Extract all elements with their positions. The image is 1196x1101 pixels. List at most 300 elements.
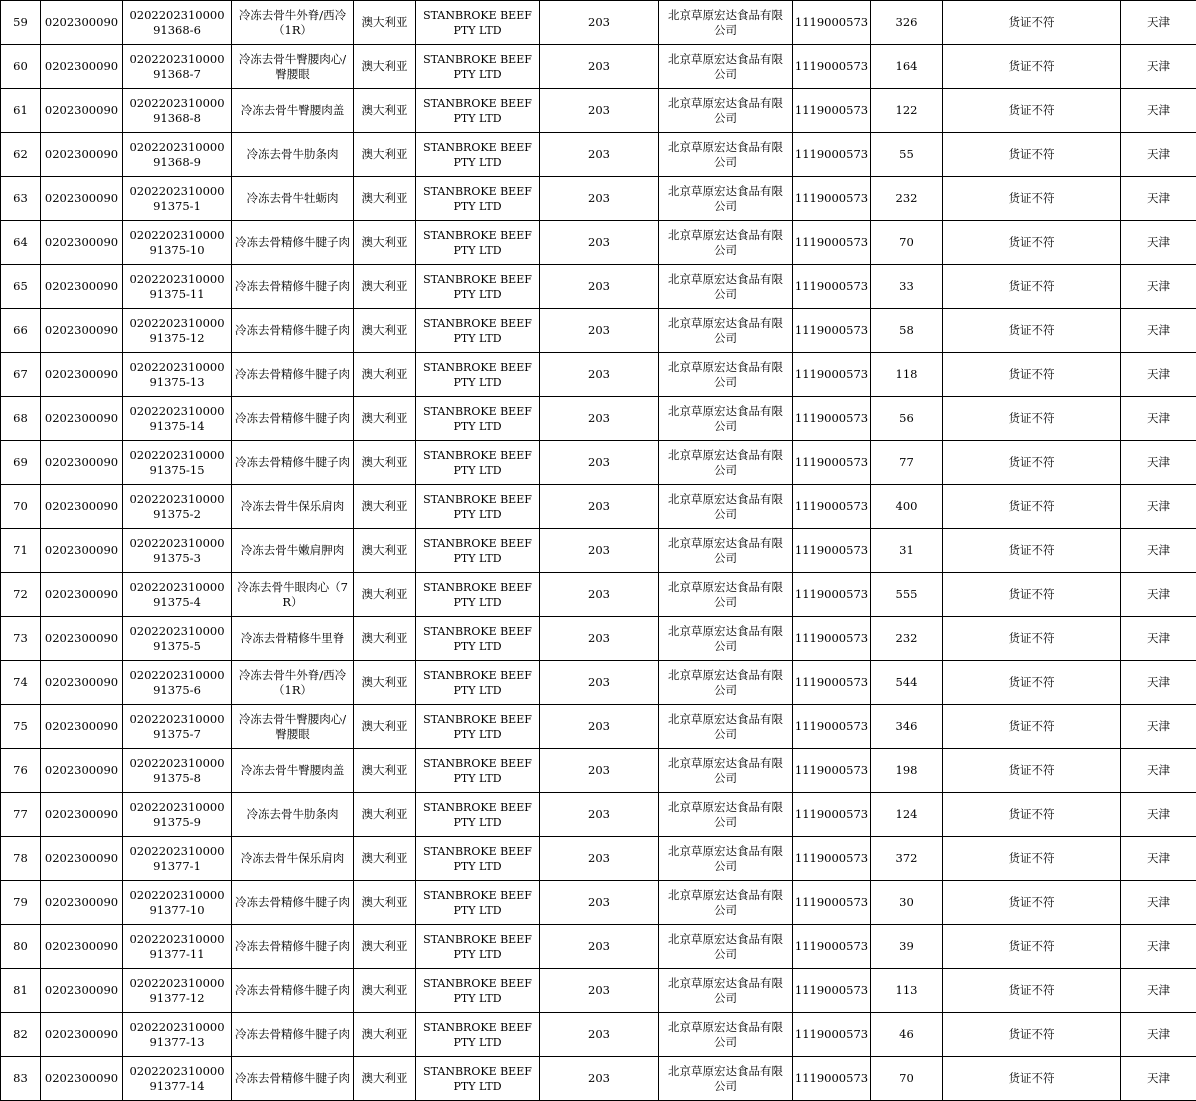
cell-weight: 77	[871, 441, 943, 485]
cell-origin-country: 澳大利亚	[354, 705, 416, 749]
cell-registration-number: 203	[540, 221, 659, 265]
table-row	[1, 573, 1196, 617]
cell-weight: 70	[871, 221, 943, 265]
cell-seq: 69	[1, 441, 41, 485]
cell-lot-number: 0202202310000 91375-8	[123, 749, 232, 793]
cell-reason: 货证不符	[943, 1057, 1121, 1101]
cell-reason: 货证不符	[943, 969, 1121, 1013]
cell-importer: 北京草原宏达食品有限公司	[659, 1013, 793, 1057]
cell-importer: 北京草原宏达食品有限公司	[659, 881, 793, 925]
cell-registration-number: 203	[540, 353, 659, 397]
cell-hs-code: 0202300090	[41, 837, 123, 881]
cell-registration-number: 203	[540, 1057, 659, 1101]
cell-product-name: 冷冻去骨精修牛腱子肉	[232, 441, 354, 485]
cell-lot-number: 0202202310000 91375-10	[123, 221, 232, 265]
cell-origin-country: 澳大利亚	[354, 881, 416, 925]
cell-seq: 62	[1, 133, 41, 177]
cell-weight: 164	[871, 45, 943, 89]
cell-product-name: 冷冻去骨牛牡蛎肉	[232, 177, 354, 221]
cell-weight: 232	[871, 617, 943, 661]
cell-seq: 59	[1, 1, 41, 45]
cell-hs-code: 0202300090	[41, 1, 123, 45]
cell-seq: 74	[1, 661, 41, 705]
cell-origin-country: 澳大利亚	[354, 485, 416, 529]
cell-importer: 北京草原宏达食品有限公司	[659, 573, 793, 617]
cell-lot-number: 0202202310000 91377-11	[123, 925, 232, 969]
cell-importer-code: 1119000573	[793, 1, 871, 45]
cell-product-name: 冷冻去骨牛嫩肩胛肉	[232, 529, 354, 573]
cell-registration-number: 203	[540, 177, 659, 221]
cell-origin-country: 澳大利亚	[354, 573, 416, 617]
cell-weight: 118	[871, 353, 943, 397]
cell-exporter: STANBROKE BEEF PTY LTD	[416, 1013, 540, 1057]
cell-importer: 北京草原宏达食品有限公司	[659, 617, 793, 661]
cell-importer: 北京草原宏达食品有限公司	[659, 353, 793, 397]
cell-seq: 77	[1, 793, 41, 837]
cell-seq: 65	[1, 265, 41, 309]
table-row	[1, 837, 1196, 881]
cell-importer-code: 1119000573	[793, 573, 871, 617]
cell-product-name: 冷冻去骨精修牛腱子肉	[232, 1057, 354, 1101]
cell-reason: 货证不符	[943, 45, 1121, 89]
cell-registration-number: 203	[540, 969, 659, 1013]
cell-port: 天津	[1121, 749, 1196, 793]
cell-seq: 68	[1, 397, 41, 441]
cell-port: 天津	[1121, 89, 1196, 133]
cell-weight: 56	[871, 397, 943, 441]
cell-registration-number: 203	[540, 529, 659, 573]
cell-port: 天津	[1121, 573, 1196, 617]
cell-importer-code: 1119000573	[793, 45, 871, 89]
cell-port: 天津	[1121, 441, 1196, 485]
cell-importer: 北京草原宏达食品有限公司	[659, 177, 793, 221]
cell-exporter: STANBROKE BEEF PTY LTD	[416, 485, 540, 529]
cell-weight: 124	[871, 793, 943, 837]
table-row	[1, 221, 1196, 265]
cell-hs-code: 0202300090	[41, 397, 123, 441]
cell-exporter: STANBROKE BEEF PTY LTD	[416, 309, 540, 353]
cell-importer: 北京草原宏达食品有限公司	[659, 441, 793, 485]
table-row	[1, 969, 1196, 1013]
cell-importer: 北京草原宏达食品有限公司	[659, 1, 793, 45]
cell-product-name: 冷冻去骨牛肋条肉	[232, 793, 354, 837]
cell-lot-number: 0202202310000 91375-7	[123, 705, 232, 749]
cell-importer-code: 1119000573	[793, 177, 871, 221]
cell-weight: 544	[871, 661, 943, 705]
cell-exporter: STANBROKE BEEF PTY LTD	[416, 837, 540, 881]
cell-hs-code: 0202300090	[41, 573, 123, 617]
cell-port: 天津	[1121, 969, 1196, 1013]
cell-weight: 232	[871, 177, 943, 221]
cell-seq: 83	[1, 1057, 41, 1101]
cell-hs-code: 0202300090	[41, 617, 123, 661]
table-row	[1, 1, 1196, 45]
cell-weight: 30	[871, 881, 943, 925]
cell-hs-code: 0202300090	[41, 881, 123, 925]
cell-importer: 北京草原宏达食品有限公司	[659, 837, 793, 881]
cell-exporter: STANBROKE BEEF PTY LTD	[416, 573, 540, 617]
table-row	[1, 1013, 1196, 1057]
cell-lot-number: 0202202310000 91375-11	[123, 265, 232, 309]
cell-reason: 货证不符	[943, 1013, 1121, 1057]
cell-origin-country: 澳大利亚	[354, 89, 416, 133]
cell-lot-number: 0202202310000 91375-15	[123, 441, 232, 485]
cell-exporter: STANBROKE BEEF PTY LTD	[416, 221, 540, 265]
table-body	[1, 1, 1196, 1101]
cell-exporter: STANBROKE BEEF PTY LTD	[416, 661, 540, 705]
cell-origin-country: 澳大利亚	[354, 661, 416, 705]
cell-exporter: STANBROKE BEEF PTY LTD	[416, 925, 540, 969]
cell-registration-number: 203	[540, 1, 659, 45]
table-row	[1, 485, 1196, 529]
cell-origin-country: 澳大利亚	[354, 1013, 416, 1057]
cell-registration-number: 203	[540, 925, 659, 969]
cell-importer: 北京草原宏达食品有限公司	[659, 485, 793, 529]
cell-port: 天津	[1121, 133, 1196, 177]
cell-product-name: 冷冻去骨精修牛腱子肉	[232, 309, 354, 353]
cell-weight: 31	[871, 529, 943, 573]
cell-origin-country: 澳大利亚	[354, 837, 416, 881]
cell-hs-code: 0202300090	[41, 529, 123, 573]
cell-exporter: STANBROKE BEEF PTY LTD	[416, 177, 540, 221]
cell-product-name: 冷冻去骨精修牛腱子肉	[232, 969, 354, 1013]
cell-seq: 61	[1, 89, 41, 133]
cell-registration-number: 203	[540, 749, 659, 793]
cell-importer-code: 1119000573	[793, 969, 871, 1013]
cell-origin-country: 澳大利亚	[354, 925, 416, 969]
cell-hs-code: 0202300090	[41, 177, 123, 221]
cell-reason: 货证不符	[943, 1, 1121, 45]
cell-hs-code: 0202300090	[41, 221, 123, 265]
cell-importer: 北京草原宏达食品有限公司	[659, 133, 793, 177]
table-row	[1, 45, 1196, 89]
cell-hs-code: 0202300090	[41, 925, 123, 969]
cell-weight: 555	[871, 573, 943, 617]
cell-product-name: 冷冻去骨牛外脊/西冷（1R）	[232, 1, 354, 45]
cell-weight: 400	[871, 485, 943, 529]
cell-exporter: STANBROKE BEEF PTY LTD	[416, 529, 540, 573]
cell-lot-number: 0202202310000 91377-13	[123, 1013, 232, 1057]
cell-lot-number: 0202202310000 91375-14	[123, 397, 232, 441]
cell-exporter: STANBROKE BEEF PTY LTD	[416, 441, 540, 485]
cell-registration-number: 203	[540, 45, 659, 89]
cell-hs-code: 0202300090	[41, 353, 123, 397]
cell-port: 天津	[1121, 485, 1196, 529]
cell-exporter: STANBROKE BEEF PTY LTD	[416, 617, 540, 661]
cell-lot-number: 0202202310000 91375-5	[123, 617, 232, 661]
cell-importer: 北京草原宏达食品有限公司	[659, 265, 793, 309]
cell-lot-number: 0202202310000 91375-13	[123, 353, 232, 397]
cell-origin-country: 澳大利亚	[354, 617, 416, 661]
cell-port: 天津	[1121, 397, 1196, 441]
cell-product-name: 冷冻去骨精修牛腱子肉	[232, 221, 354, 265]
cell-origin-country: 澳大利亚	[354, 45, 416, 89]
cell-lot-number: 0202202310000 91375-1	[123, 177, 232, 221]
cell-port: 天津	[1121, 1013, 1196, 1057]
table-row	[1, 749, 1196, 793]
cell-exporter: STANBROKE BEEF PTY LTD	[416, 749, 540, 793]
cell-hs-code: 0202300090	[41, 1013, 123, 1057]
cell-product-name: 冷冻去骨牛保乐肩肉	[232, 837, 354, 881]
cell-product-name: 冷冻去骨牛臀腰肉盖	[232, 749, 354, 793]
cell-lot-number: 0202202310000 91375-9	[123, 793, 232, 837]
cell-importer: 北京草原宏达食品有限公司	[659, 969, 793, 1013]
cell-lot-number: 0202202310000 91375-2	[123, 485, 232, 529]
cell-reason: 货证不符	[943, 529, 1121, 573]
cell-product-name: 冷冻去骨精修牛腱子肉	[232, 265, 354, 309]
table-row	[1, 177, 1196, 221]
cell-reason: 货证不符	[943, 573, 1121, 617]
cell-registration-number: 203	[540, 485, 659, 529]
cell-origin-country: 澳大利亚	[354, 793, 416, 837]
table-row	[1, 1057, 1196, 1101]
cell-weight: 326	[871, 1, 943, 45]
cell-importer-code: 1119000573	[793, 353, 871, 397]
table-row	[1, 397, 1196, 441]
cell-seq: 64	[1, 221, 41, 265]
cell-importer-code: 1119000573	[793, 309, 871, 353]
cell-exporter: STANBROKE BEEF PTY LTD	[416, 1, 540, 45]
cell-port: 天津	[1121, 1057, 1196, 1101]
cell-product-name: 冷冻去骨精修牛腱子肉	[232, 925, 354, 969]
cell-hs-code: 0202300090	[41, 309, 123, 353]
cell-exporter: STANBROKE BEEF PTY LTD	[416, 969, 540, 1013]
cell-importer: 北京草原宏达食品有限公司	[659, 89, 793, 133]
cell-product-name: 冷冻去骨精修牛腱子肉	[232, 397, 354, 441]
table-row	[1, 529, 1196, 573]
cell-weight: 113	[871, 969, 943, 1013]
cell-hs-code: 0202300090	[41, 485, 123, 529]
table-row	[1, 353, 1196, 397]
cell-importer-code: 1119000573	[793, 441, 871, 485]
cell-origin-country: 澳大利亚	[354, 749, 416, 793]
cell-seq: 71	[1, 529, 41, 573]
cell-importer-code: 1119000573	[793, 397, 871, 441]
cell-registration-number: 203	[540, 441, 659, 485]
cell-seq: 72	[1, 573, 41, 617]
cell-importer: 北京草原宏达食品有限公司	[659, 749, 793, 793]
cell-reason: 货证不符	[943, 89, 1121, 133]
cell-importer-code: 1119000573	[793, 265, 871, 309]
cell-product-name: 冷冻去骨牛臀腰肉心/臀腰眼	[232, 705, 354, 749]
cell-origin-country: 澳大利亚	[354, 221, 416, 265]
cell-importer: 北京草原宏达食品有限公司	[659, 529, 793, 573]
table-row	[1, 89, 1196, 133]
cell-importer-code: 1119000573	[793, 925, 871, 969]
cell-importer-code: 1119000573	[793, 661, 871, 705]
cell-importer-code: 1119000573	[793, 89, 871, 133]
cell-importer-code: 1119000573	[793, 221, 871, 265]
cell-importer-code: 1119000573	[793, 617, 871, 661]
table-row	[1, 881, 1196, 925]
cell-reason: 货证不符	[943, 265, 1121, 309]
cell-registration-number: 203	[540, 617, 659, 661]
cell-port: 天津	[1121, 705, 1196, 749]
cell-origin-country: 澳大利亚	[354, 529, 416, 573]
cell-port: 天津	[1121, 221, 1196, 265]
cell-port: 天津	[1121, 177, 1196, 221]
table-row	[1, 441, 1196, 485]
cell-port: 天津	[1121, 617, 1196, 661]
cell-exporter: STANBROKE BEEF PTY LTD	[416, 705, 540, 749]
cell-reason: 货证不符	[943, 837, 1121, 881]
cell-weight: 198	[871, 749, 943, 793]
cell-registration-number: 203	[540, 265, 659, 309]
cell-seq: 82	[1, 1013, 41, 1057]
table-row	[1, 617, 1196, 661]
cell-hs-code: 0202300090	[41, 749, 123, 793]
cell-importer-code: 1119000573	[793, 529, 871, 573]
cell-lot-number: 0202202310000 91377-14	[123, 1057, 232, 1101]
cell-importer: 北京草原宏达食品有限公司	[659, 793, 793, 837]
cell-importer: 北京草原宏达食品有限公司	[659, 397, 793, 441]
cell-reason: 货证不符	[943, 441, 1121, 485]
cell-registration-number: 203	[540, 793, 659, 837]
cell-hs-code: 0202300090	[41, 265, 123, 309]
cell-lot-number: 0202202310000 91377-12	[123, 969, 232, 1013]
cell-product-name: 冷冻去骨精修牛腱子肉	[232, 881, 354, 925]
cell-importer: 北京草原宏达食品有限公司	[659, 661, 793, 705]
cell-hs-code: 0202300090	[41, 89, 123, 133]
cell-origin-country: 澳大利亚	[354, 265, 416, 309]
cell-port: 天津	[1121, 265, 1196, 309]
cell-origin-country: 澳大利亚	[354, 133, 416, 177]
cell-reason: 货证不符	[943, 353, 1121, 397]
cell-exporter: STANBROKE BEEF PTY LTD	[416, 89, 540, 133]
cell-reason: 货证不符	[943, 661, 1121, 705]
cell-weight: 55	[871, 133, 943, 177]
cell-weight: 346	[871, 705, 943, 749]
cell-seq: 73	[1, 617, 41, 661]
cell-importer: 北京草原宏达食品有限公司	[659, 309, 793, 353]
cell-reason: 货证不符	[943, 221, 1121, 265]
cell-reason: 货证不符	[943, 793, 1121, 837]
cell-seq: 80	[1, 925, 41, 969]
cell-hs-code: 0202300090	[41, 661, 123, 705]
cell-lot-number: 0202202310000 91375-3	[123, 529, 232, 573]
cell-lot-number: 0202202310000 91377-1	[123, 837, 232, 881]
cell-exporter: STANBROKE BEEF PTY LTD	[416, 1057, 540, 1101]
cell-importer-code: 1119000573	[793, 133, 871, 177]
cell-product-name: 冷冻去骨牛眼肉心（7R）	[232, 573, 354, 617]
cell-seq: 66	[1, 309, 41, 353]
cell-reason: 货证不符	[943, 397, 1121, 441]
cell-hs-code: 0202300090	[41, 793, 123, 837]
cell-hs-code: 0202300090	[41, 45, 123, 89]
cell-registration-number: 203	[540, 89, 659, 133]
cell-lot-number: 0202202310000 91368-7	[123, 45, 232, 89]
cell-exporter: STANBROKE BEEF PTY LTD	[416, 881, 540, 925]
cell-registration-number: 203	[540, 309, 659, 353]
cell-lot-number: 0202202310000 91368-9	[123, 133, 232, 177]
cell-exporter: STANBROKE BEEF PTY LTD	[416, 353, 540, 397]
cell-origin-country: 澳大利亚	[354, 1, 416, 45]
cell-importer-code: 1119000573	[793, 837, 871, 881]
cell-reason: 货证不符	[943, 309, 1121, 353]
cell-registration-number: 203	[540, 837, 659, 881]
cell-importer: 北京草原宏达食品有限公司	[659, 1057, 793, 1101]
cell-lot-number: 0202202310000 91375-12	[123, 309, 232, 353]
cell-origin-country: 澳大利亚	[354, 969, 416, 1013]
cell-hs-code: 0202300090	[41, 441, 123, 485]
cell-weight: 372	[871, 837, 943, 881]
cell-product-name: 冷冻去骨精修牛腱子肉	[232, 1013, 354, 1057]
cell-port: 天津	[1121, 661, 1196, 705]
cell-registration-number: 203	[540, 573, 659, 617]
cell-importer: 北京草原宏达食品有限公司	[659, 705, 793, 749]
cell-origin-country: 澳大利亚	[354, 309, 416, 353]
cell-lot-number: 0202202310000 91368-8	[123, 89, 232, 133]
cell-seq: 67	[1, 353, 41, 397]
cell-seq: 79	[1, 881, 41, 925]
cell-weight: 33	[871, 265, 943, 309]
cell-exporter: STANBROKE BEEF PTY LTD	[416, 45, 540, 89]
cell-seq: 60	[1, 45, 41, 89]
cell-hs-code: 0202300090	[41, 1057, 123, 1101]
cell-reason: 货证不符	[943, 705, 1121, 749]
cell-product-name: 冷冻去骨牛臀腰肉心/臀腰眼	[232, 45, 354, 89]
cell-reason: 货证不符	[943, 749, 1121, 793]
cell-lot-number: 0202202310000 91368-6	[123, 1, 232, 45]
cell-importer: 北京草原宏达食品有限公司	[659, 45, 793, 89]
cell-registration-number: 203	[540, 133, 659, 177]
cell-importer-code: 1119000573	[793, 1057, 871, 1101]
cell-importer: 北京草原宏达食品有限公司	[659, 925, 793, 969]
cell-origin-country: 澳大利亚	[354, 441, 416, 485]
cell-port: 天津	[1121, 309, 1196, 353]
cell-hs-code: 0202300090	[41, 969, 123, 1013]
cell-origin-country: 澳大利亚	[354, 353, 416, 397]
cell-exporter: STANBROKE BEEF PTY LTD	[416, 793, 540, 837]
cell-reason: 货证不符	[943, 177, 1121, 221]
cell-exporter: STANBROKE BEEF PTY LTD	[416, 265, 540, 309]
cell-registration-number: 203	[540, 1013, 659, 1057]
cell-exporter: STANBROKE BEEF PTY LTD	[416, 133, 540, 177]
table-row	[1, 705, 1196, 749]
cell-lot-number: 0202202310000 91375-4	[123, 573, 232, 617]
cell-origin-country: 澳大利亚	[354, 397, 416, 441]
cell-weight: 58	[871, 309, 943, 353]
cell-product-name: 冷冻去骨牛肋条肉	[232, 133, 354, 177]
cell-origin-country: 澳大利亚	[354, 177, 416, 221]
cell-importer-code: 1119000573	[793, 881, 871, 925]
cell-seq: 78	[1, 837, 41, 881]
cell-lot-number: 0202202310000 91377-10	[123, 881, 232, 925]
cell-reason: 货证不符	[943, 485, 1121, 529]
cell-seq: 70	[1, 485, 41, 529]
cell-port: 天津	[1121, 529, 1196, 573]
cell-weight: 46	[871, 1013, 943, 1057]
cell-seq: 76	[1, 749, 41, 793]
cell-importer-code: 1119000573	[793, 1013, 871, 1057]
cell-reason: 货证不符	[943, 617, 1121, 661]
cell-seq: 63	[1, 177, 41, 221]
cell-lot-number: 0202202310000 91375-6	[123, 661, 232, 705]
cell-port: 天津	[1121, 837, 1196, 881]
cell-product-name: 冷冻去骨牛保乐肩肉	[232, 485, 354, 529]
cell-weight: 39	[871, 925, 943, 969]
cell-weight: 70	[871, 1057, 943, 1101]
cell-seq: 81	[1, 969, 41, 1013]
table-row	[1, 925, 1196, 969]
cell-importer-code: 1119000573	[793, 793, 871, 837]
cell-registration-number: 203	[540, 397, 659, 441]
cell-reason: 货证不符	[943, 925, 1121, 969]
cell-weight: 122	[871, 89, 943, 133]
cell-port: 天津	[1121, 353, 1196, 397]
table-row	[1, 793, 1196, 837]
cell-importer-code: 1119000573	[793, 749, 871, 793]
